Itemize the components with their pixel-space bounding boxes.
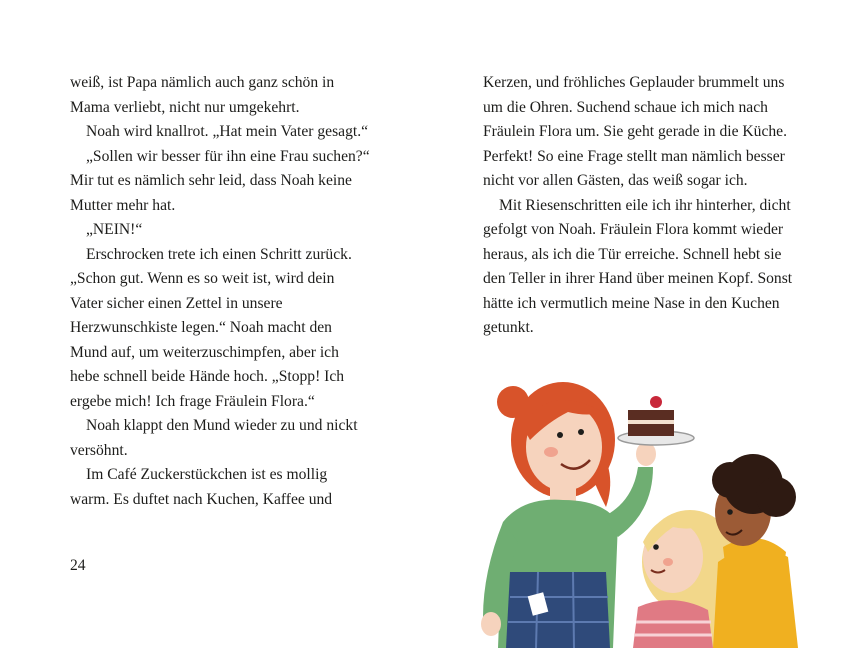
left-text-column (70, 71, 370, 512)
girl-cheek (663, 558, 673, 566)
left-paragraph-2: Noah wird knallrot. „Hat mein Vater gesagt.“ (86, 123, 369, 140)
noah-curly-hair-3 (712, 462, 748, 498)
cake-cherry (650, 396, 662, 408)
girl-eye (653, 544, 659, 550)
flora-left-hand (481, 612, 501, 636)
flora-cheek (544, 447, 558, 457)
left-paragraph-4: „NEIN!“ (86, 221, 143, 238)
noah-figure (712, 454, 798, 648)
flora-raised-arm (603, 467, 653, 537)
left-paragraph-7: Im Café Zuckerstückchen ist es mollig warm. Es duftet nach Kuchen, Kaffee und (70, 466, 333, 508)
flora-eye (578, 429, 584, 435)
girl-striped-shirt (633, 600, 713, 648)
left-paragraph-5: Erschrocken trete ich einen Schritt zurück. „Schon gut. Wenn es so weit ist, wird dein Vater sicher einen Zettel in unsere Herzwunschkiste legen.“ Noah macht den Mund auf, um weiterzuschimpfen, aber ich hebe schnell beide Hände hoch. „Stopp! Ich ergebe mich! Ich frage Fräulein Flora.“ (70, 245, 352, 410)
left-paragraph-1: weiß, ist Papa nämlich auch ganz schön in Mama verliebt, nicht nur umgekehrt. (70, 74, 335, 116)
cake-cream-layer (628, 420, 674, 424)
illustration-svg (468, 372, 853, 648)
story-illustration (468, 372, 853, 648)
apron-grid-4 (573, 572, 574, 648)
flora-eye-2 (557, 432, 563, 438)
noah-curly-hair-2 (756, 477, 796, 517)
page-number: 24 (70, 557, 86, 574)
noah-eye (727, 509, 733, 515)
right-paragraph-1: Kerzen, und fröhliches Geplauder brummelt uns um die Ohren. Suchend schaue ich mich nach Fräulein Flora um. Sie geht gerade in die Küche. Perfekt! So eine Frage stellt man nämlich besser nicht vor allen Gästen, das weiß sogar ich. (483, 74, 787, 189)
flora-apron (506, 572, 610, 648)
right-paragraph-2: Mit Riesenschritten eile ich ihr hinterher, dicht gefolgt von Noah. Fräulein Flora kommt wieder heraus, als ich die Tür erreiche. Schnell hebt sie den Teller in ihrer Hand über meinen Kopf. Sonst hätte ich vermutlich meine Nase in den Kuchen getunkt. (483, 196, 793, 336)
left-paragraph-3: „Sollen wir besser für ihn eine Frau suchen?“ Mir tut es nämlich sehr leid, dass Noah keine Mutter mehr hat. (70, 147, 370, 214)
left-paragraph-6: Noah klappt den Mund wieder zu und nickt versöhnt. (70, 417, 358, 459)
right-text-column (483, 71, 795, 341)
